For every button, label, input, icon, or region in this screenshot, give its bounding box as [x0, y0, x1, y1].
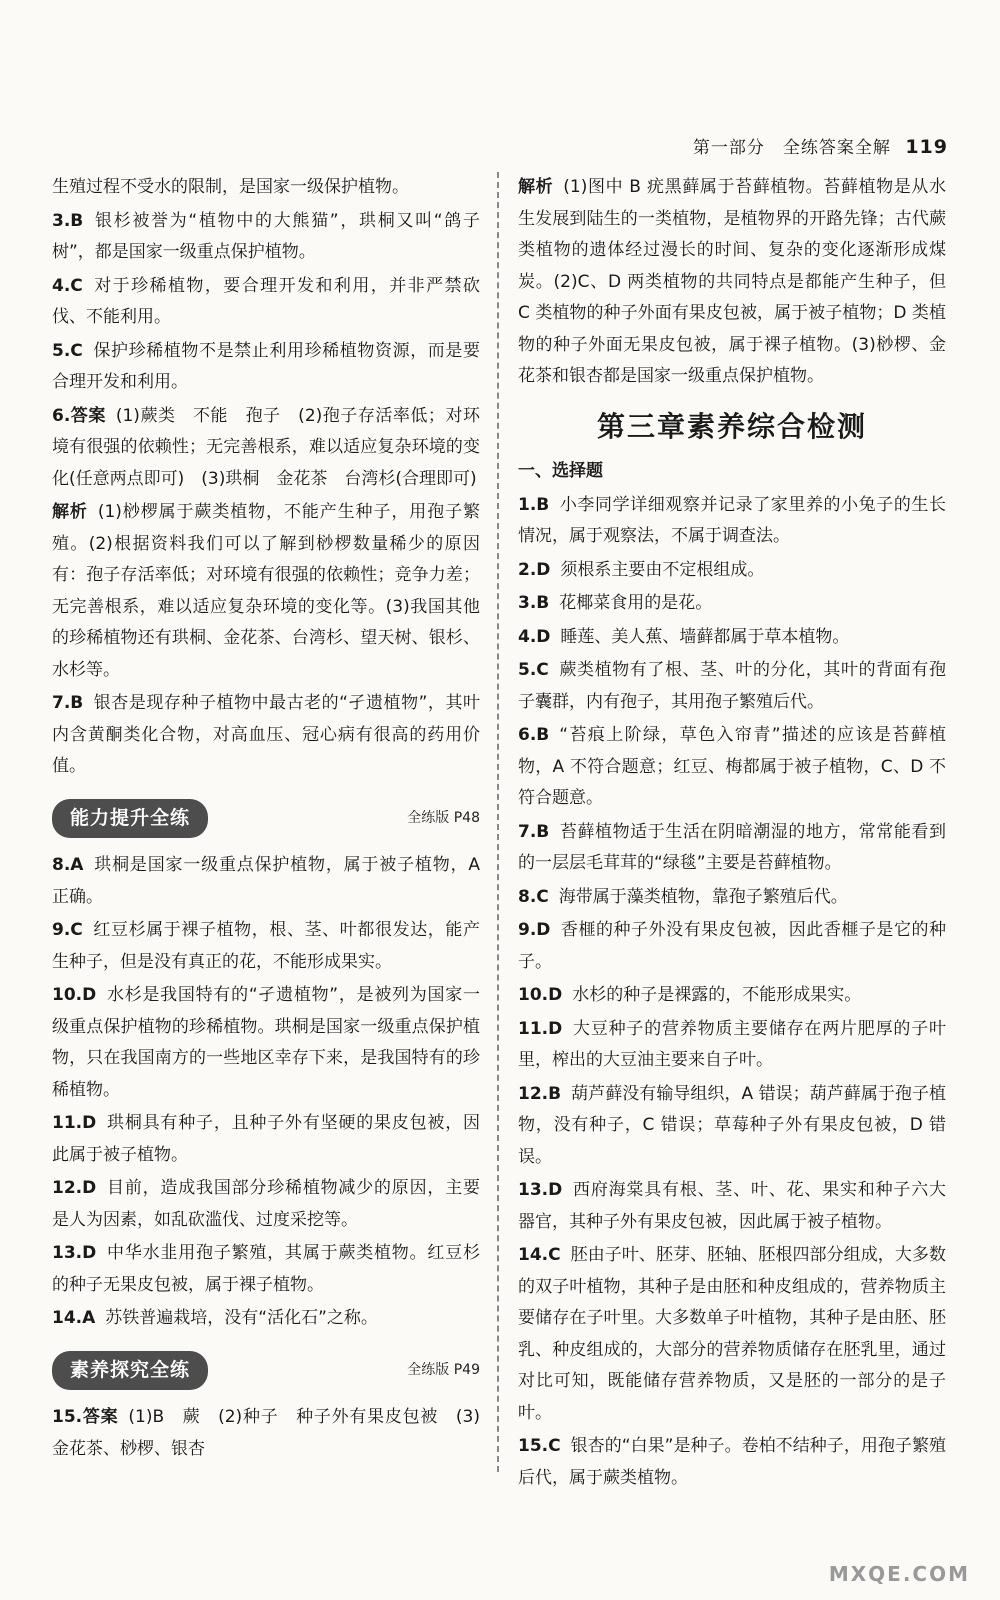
banner-ref: 全练版 P49: [407, 1361, 480, 1378]
answer-text: 胚由子叶、胚芽、胚轴、胚根四部分组成，大多数的双子叶植物，其种子是由胚和种皮组成的，营养物质主要储存在子叶里。大多数单子叶植物，其种子是由胚、胚乳、种皮组成的，大部分的营养物质储存在胚乳里，通过对比可知，既能储存营养物质，又是胚的一部分的是子叶。: [518, 1245, 946, 1423]
answer-item: [52, 206, 480, 269]
answer-number: 解析: [518, 177, 554, 197]
answer-item: [52, 850, 480, 913]
answer-number: 7.B: [52, 693, 84, 713]
answer-text: 葫芦藓没有输导组织，A 错误；葫芦藓属于孢子植物，没有种子，C 错误；草莓种子外有果皮包被，D 错误。: [518, 1083, 946, 1167]
answer-item: [518, 588, 946, 620]
intro-line: 生殖过程不受水的限制，是国家一级保护植物。: [52, 177, 409, 197]
answer-number: 10.D: [518, 985, 563, 1005]
banner-label: 素养探究全练: [52, 1351, 208, 1391]
section-banner-ability: [52, 799, 480, 839]
answer-item: [52, 688, 480, 783]
answer-item: [52, 336, 480, 399]
answer-item: [52, 1108, 480, 1171]
answer-text: 苏铁普遍栽培，没有“活化石”之称。: [105, 1308, 378, 1328]
answer-text: 珙桐是国家一级重点保护植物，属于被子植物，A 正确。: [52, 855, 480, 907]
page-header: [693, 133, 948, 158]
answer-text: 银杏的“白果”是种子。卷柏不结种子，用孢子繁殖后代，属于蕨类植物。: [518, 1436, 946, 1488]
answer-text: 水杉的种子是裸露的，不能形成果实。: [572, 985, 862, 1005]
answer-list-c: [52, 1402, 480, 1465]
answer-text: 保护珍稀植物不是禁止利用珍稀植物资源，而是要合理开发和利用。: [52, 340, 480, 392]
answer-item: [52, 1238, 480, 1301]
answer-item: [52, 1173, 480, 1236]
answer-item: [518, 1175, 946, 1238]
answer-number: 9.D: [518, 920, 551, 940]
watermark: MXQE.COM: [828, 1562, 970, 1586]
answer-number: 1.B: [518, 494, 550, 515]
answer-item: [52, 1303, 480, 1335]
answer-item: [52, 1402, 480, 1465]
answer-number: 9.C: [52, 920, 83, 940]
answer-text: 苔藓植物适于生活在阴暗潮湿的地方，常常能看到的一层层毛茸茸的“绿毯”主要是苔藓植物。: [518, 821, 946, 873]
answer-text: 睡莲、美人蕉、墙藓都属于草本植物。: [560, 626, 850, 647]
banner-ref: 全练版 P48: [407, 809, 480, 826]
answer-item: [518, 490, 946, 553]
answer-item: [518, 1079, 946, 1174]
answer-number: 5.C: [52, 340, 83, 361]
answer-item: [518, 817, 946, 880]
answer-item: [518, 555, 946, 587]
answer-number: 11.D: [518, 1018, 563, 1039]
left-column: [52, 172, 480, 1467]
answer-text: 中华水韭用孢子繁殖，其属于蕨类植物。红豆杉的种子无果皮包被，属于裸子植物。: [52, 1243, 480, 1295]
answer-text: (1)图中 B 疣黑藓属于苔藓植物。苔藓植物是从水生发展到陆生的一类植物，是植物界的开路先锋；古代蕨类植物的遗体经过漫长的时间、复杂的变化逐渐形成煤炭。(2)C、D 两类植物的共同特点是都能产生种子，但 C 类植物的种子外面有果皮包被，属于被子植物；D 类植物的种子外面无果皮包被，属于裸子植物。(3)桫椤、金花茶和银杏都是国家一级重点保护植物。: [518, 177, 946, 386]
answer-number: 10.D: [52, 985, 97, 1005]
answer-text: 目前，造成我国部分珍稀植物减少的原因，主要是人为因素，如乱砍滥伐、过度采挖等。: [52, 1178, 480, 1230]
question-type-heading: 一、选择题: [518, 461, 603, 481]
answer-text: 海带属于藻类植物，靠孢子繁殖后代。: [558, 886, 848, 907]
answer-number: 6.B: [518, 725, 550, 745]
answer-item: [52, 401, 480, 496]
answer-number: 14.C: [518, 1245, 561, 1265]
answer-number: 解析: [52, 502, 88, 522]
answer-item: [518, 1431, 946, 1494]
page-number: 119: [905, 136, 948, 158]
answer-number: 8.A: [52, 855, 84, 875]
answer-text: 珙桐具有种子，且种子外有坚硬的果皮包被，因此属于被子植物。: [52, 1113, 480, 1165]
answer-list-a: [52, 206, 480, 783]
column-divider: [497, 172, 499, 1472]
answer-number: 5.C: [518, 660, 549, 680]
answer-text: 水杉是我国特有的“孑遗植物”，是被列为国家一级重点保护植物的珍稀植物。珙桐是国家一级重点保护植物，只在我国南方的一些地区幸存下来，是我国特有的珍稀植物。: [52, 985, 480, 1100]
answer-text: 花椰菜食用的是花。: [559, 593, 713, 613]
answer-list-choice: [518, 490, 946, 1495]
answer-item: [518, 720, 946, 815]
answer-text: 蕨类植物有了根、茎、叶的分化，其叶的背面有孢子囊群，内有孢子，其用孢子繁殖后代。: [518, 660, 946, 712]
answer-item: [52, 915, 480, 978]
answer-number: 12.D: [52, 1178, 97, 1198]
answer-item: [52, 980, 480, 1106]
answer-item: [518, 1240, 946, 1429]
answer-item: [518, 915, 946, 978]
answer-item: [518, 980, 946, 1012]
answer-number: 14.A: [52, 1308, 96, 1328]
answer-number: 4.D: [518, 626, 551, 647]
answer-text: 银杉被誉为“植物中的大熊猫”，珙桐又叫“鸽子树”，都是国家一级重点保护植物。: [52, 210, 480, 262]
answer-number: 3.B: [52, 210, 84, 231]
answer-text: 须根系主要由不定根组成。: [560, 559, 765, 580]
answer-item: [518, 172, 946, 393]
answer-text: (1)蕨类 不能 孢子 (2)孢子存活率低；对环境有很强的依赖性；无完善根系，难以适应复杂环境的变化(任意两点即可) (3)珙桐 金花茶 台湾杉(合理即可): [52, 405, 480, 489]
answer-number: 7.B: [518, 821, 550, 842]
chapter-test-title: 第三章素养综合检测: [596, 409, 867, 443]
answer-number: 15.答案: [52, 1407, 119, 1427]
answer-number: 3.B: [518, 593, 550, 613]
answer-text: (1)B 蕨 (2)种子 种子外有果皮包被 (3)金花茶、桫椤、银杏: [52, 1407, 481, 1459]
answer-number: 12.B: [518, 1083, 562, 1104]
answer-item: [518, 882, 946, 914]
right-column: [518, 172, 946, 1496]
answer-text: 对于珍稀植物，要合理开发和利用，并非严禁砍伐、不能利用。: [52, 275, 480, 327]
answer-number: 11.D: [52, 1113, 97, 1133]
answer-number: 13.D: [52, 1243, 97, 1263]
answer-list-analysis: [518, 172, 946, 393]
answer-item: [518, 655, 946, 718]
answer-item: [52, 497, 480, 686]
answer-item: [52, 271, 480, 334]
answer-text: “苔痕上阶绿，草色入帘青”描述的应该是苔藓植物，A 不符合题意；红豆、梅都属于被子植物，C、D 不符合题意。: [518, 725, 946, 808]
answer-text: 香榧的种子外没有果皮包被，因此香榧子是它的种子。: [518, 920, 946, 972]
answer-text: 银杏是现存种子植物中最古老的“孑遗植物”，其叶内含黄酮类化合物，对高血压、冠心病有很高的药用价值。: [52, 693, 480, 776]
answer-text: 大豆种子的营养物质主要储存在两片肥厚的子叶里，榨出的大豆油主要来自子叶。: [518, 1018, 946, 1070]
answer-item: [518, 622, 946, 654]
section-label: 第一部分 全练答案全解: [692, 138, 891, 158]
section-banner-explore: [52, 1351, 480, 1391]
answer-number: 15.C: [518, 1436, 561, 1456]
answer-text: 西府海棠具有根、茎、叶、花、果实和种子六大器官，其种子外有果皮包被，因此属于被子植物。: [518, 1180, 946, 1232]
answer-text: (1)桫椤属于蕨类植物，不能产生种子，用孢子繁殖。(2)根据资料我们可以了解到桫椤数量稀少的原因有：孢子存活率低；对环境有很强的依赖性；竞争力差；无完善根系，难以适应复杂环境的变化等。(3)我国其他的珍稀植物还有珙桐、金花茶、台湾杉、望天树、银杉、水杉等。: [52, 502, 480, 680]
answer-text: 小李同学详细观察并记录了家里养的小兔子的生长情况，属于观察法，不属于调查法。: [518, 494, 946, 546]
banner-label: 能力提升全练: [52, 799, 208, 839]
answer-item: [518, 1014, 946, 1077]
answer-number: 2.D: [518, 559, 551, 580]
answer-number: 4.C: [52, 275, 83, 296]
answer-number: 13.D: [518, 1180, 563, 1200]
answer-list-b: [52, 850, 480, 1335]
answer-number: 8.C: [518, 886, 549, 907]
answer-text: 红豆杉属于裸子植物，根、茎、叶都很发达，能产生种子，但是没有真正的花，不能形成果实。: [52, 920, 480, 972]
answer-number: 6.答案: [52, 405, 106, 426]
